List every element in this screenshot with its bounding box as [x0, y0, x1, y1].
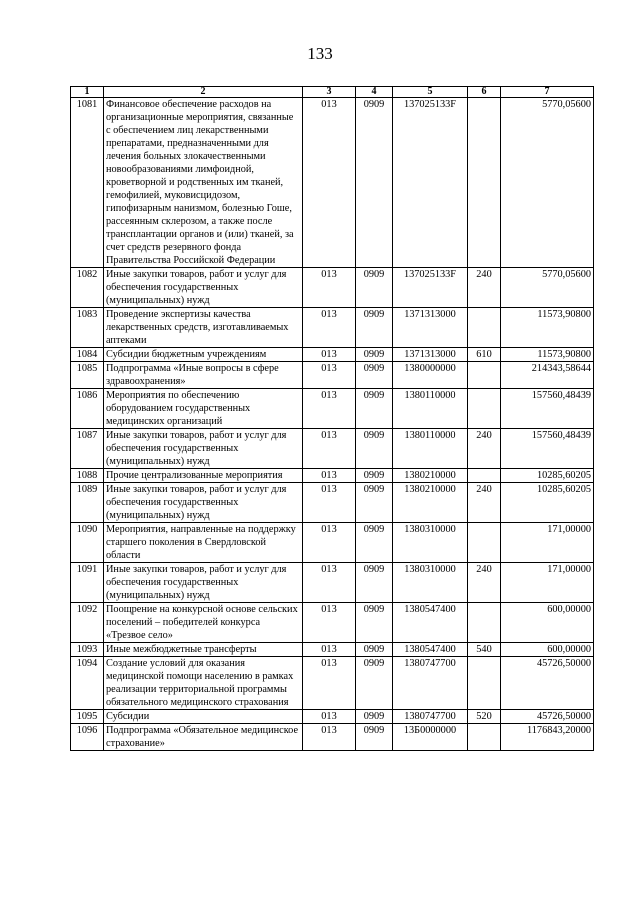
row-number: 1088 [71, 469, 104, 483]
row-name: Финансовое обеспечение расходов на организационные мероприятия, связанные с обеспечением лиц лекарственными препаратами, предназначенными для лечения больных злокачественными новообразованиями лимфоидной, кроветворной и родственных им тканей, гемофилией, муковисцидозом, гипофизарным нанизмом, болезнью Гоше, рассеянным склерозом, а также после трансплантации органов и (или) тканей, за счет средств резервного фонда Правительства Российской Федерации [104, 98, 303, 268]
section-code: 0909 [356, 563, 393, 603]
ministry-code: 013 [303, 643, 356, 657]
row-amount: 11573,90800 [501, 308, 594, 348]
expense-type-code [468, 389, 501, 429]
section-code: 0909 [356, 389, 393, 429]
ministry-code: 013 [303, 429, 356, 469]
table-header-row [71, 87, 594, 98]
expense-type-code [468, 724, 501, 751]
section-code: 0909 [356, 657, 393, 710]
row-amount: 600,00000 [501, 603, 594, 643]
row-amount: 5770,05600 [501, 98, 594, 268]
row-name: Создание условий для оказания медицинской помощи населению в рамках реализации территориальной программы обязательного медицинского страхования [104, 657, 303, 710]
row-amount: 10285,60205 [501, 469, 594, 483]
header-col-5: 5 [393, 87, 468, 98]
row-amount: 5770,05600 [501, 268, 594, 308]
article-code: 1380310000 [393, 523, 468, 563]
ministry-code: 013 [303, 362, 356, 389]
row-name: Подпрограмма «Иные вопросы в сфере здравоохранения» [104, 362, 303, 389]
row-name: Иные закупки товаров, работ и услуг для обеспечения государственных (муниципальных) нужд [104, 563, 303, 603]
table-body [71, 98, 594, 751]
expense-type-code [468, 308, 501, 348]
table-row [71, 643, 594, 657]
ministry-code: 013 [303, 389, 356, 429]
row-number: 1081 [71, 98, 104, 268]
section-code: 0909 [356, 603, 393, 643]
row-name: Иные закупки товаров, работ и услуг для обеспечения государственных (муниципальных) нужд [104, 429, 303, 469]
ministry-code: 013 [303, 469, 356, 483]
expense-type-code: 240 [468, 268, 501, 308]
header-col-2: 2 [104, 87, 303, 98]
table-row [71, 657, 594, 710]
row-name: Субсидии [104, 710, 303, 724]
expense-type-code [468, 362, 501, 389]
expense-type-code: 540 [468, 643, 501, 657]
section-code: 0909 [356, 308, 393, 348]
row-amount: 157560,48439 [501, 389, 594, 429]
expense-type-code [468, 469, 501, 483]
row-amount: 1176843,20000 [501, 724, 594, 751]
article-code: 137025133F [393, 268, 468, 308]
row-name: Проведение экспертизы качества лекарственных средств, изготавливаемых аптеками [104, 308, 303, 348]
ministry-code: 013 [303, 348, 356, 362]
section-code: 0909 [356, 710, 393, 724]
table-row [71, 348, 594, 362]
section-code: 0909 [356, 523, 393, 563]
ministry-code: 013 [303, 603, 356, 643]
row-number: 1096 [71, 724, 104, 751]
article-code: 1380210000 [393, 469, 468, 483]
row-name: Мероприятия, направленные на поддержку старшего поколения в Свердловской области [104, 523, 303, 563]
table-row [71, 724, 594, 751]
expense-type-code: 240 [468, 563, 501, 603]
header-col-7: 7 [501, 87, 594, 98]
expense-type-code: 520 [468, 710, 501, 724]
ministry-code: 013 [303, 657, 356, 710]
article-code: 1380110000 [393, 389, 468, 429]
section-code: 0909 [356, 98, 393, 268]
section-code: 0909 [356, 268, 393, 308]
row-number: 1094 [71, 657, 104, 710]
section-code: 0909 [356, 724, 393, 751]
row-number: 1084 [71, 348, 104, 362]
section-code: 0909 [356, 429, 393, 469]
row-number: 1095 [71, 710, 104, 724]
row-amount: 214343,58644 [501, 362, 594, 389]
row-number: 1083 [71, 308, 104, 348]
row-number: 1091 [71, 563, 104, 603]
row-number: 1087 [71, 429, 104, 469]
expense-type-code: 240 [468, 429, 501, 469]
section-code: 0909 [356, 469, 393, 483]
row-number: 1089 [71, 483, 104, 523]
article-code: 1380110000 [393, 429, 468, 469]
row-number: 1090 [71, 523, 104, 563]
page-number: 133 [307, 44, 333, 63]
ministry-code: 013 [303, 483, 356, 523]
article-code: 137025133F [393, 98, 468, 268]
budget-table [70, 86, 594, 751]
table-row [71, 710, 594, 724]
article-code: 1380000000 [393, 362, 468, 389]
row-amount: 11573,90800 [501, 348, 594, 362]
row-number: 1086 [71, 389, 104, 429]
row-name: Прочие централизованные мероприятия [104, 469, 303, 483]
row-name: Иные межбюджетные трансферты [104, 643, 303, 657]
article-code: 13Б0000000 [393, 724, 468, 751]
table-row [71, 563, 594, 603]
table-row [71, 362, 594, 389]
row-amount: 45726,50000 [501, 710, 594, 724]
row-name: Субсидии бюджетным учреждениям [104, 348, 303, 362]
article-code: 1380747700 [393, 710, 468, 724]
row-amount: 171,00000 [501, 563, 594, 603]
article-code: 1371313000 [393, 308, 468, 348]
ministry-code: 013 [303, 268, 356, 308]
header-col-4: 4 [356, 87, 393, 98]
row-amount: 10285,60205 [501, 483, 594, 523]
ministry-code: 013 [303, 724, 356, 751]
row-amount: 600,00000 [501, 643, 594, 657]
row-amount: 45726,50000 [501, 657, 594, 710]
row-name: Иные закупки товаров, работ и услуг для обеспечения государственных (муниципальных) нужд [104, 268, 303, 308]
expense-type-code [468, 98, 501, 268]
section-code: 0909 [356, 348, 393, 362]
row-name: Иные закупки товаров, работ и услуг для обеспечения государственных (муниципальных) нужд [104, 483, 303, 523]
article-code: 1380310000 [393, 563, 468, 603]
article-code: 1371313000 [393, 348, 468, 362]
table-row [71, 469, 594, 483]
ministry-code: 013 [303, 98, 356, 268]
table-row [71, 483, 594, 523]
table-row [71, 429, 594, 469]
row-name: Мероприятия по обеспечению оборудованием государственных медицинских организаций [104, 389, 303, 429]
section-code: 0909 [356, 643, 393, 657]
row-amount: 171,00000 [501, 523, 594, 563]
row-name: Подпрограмма «Обязательное медицинское страхование» [104, 724, 303, 751]
row-number: 1093 [71, 643, 104, 657]
header-col-1: 1 [71, 87, 104, 98]
table-row [71, 603, 594, 643]
table-row [71, 98, 594, 268]
section-code: 0909 [356, 362, 393, 389]
row-name: Поощрение на конкурсной основе сельских поселений – победителей конкурса «Трезвое село» [104, 603, 303, 643]
row-number: 1092 [71, 603, 104, 643]
article-code: 1380547400 [393, 603, 468, 643]
table-row [71, 268, 594, 308]
expense-type-code: 240 [468, 483, 501, 523]
article-code: 1380547400 [393, 643, 468, 657]
article-code: 1380747700 [393, 657, 468, 710]
ministry-code: 013 [303, 710, 356, 724]
ministry-code: 013 [303, 523, 356, 563]
ministry-code: 013 [303, 563, 356, 603]
table-row [71, 389, 594, 429]
expense-type-code: 610 [468, 348, 501, 362]
article-code: 1380210000 [393, 483, 468, 523]
expense-type-code [468, 603, 501, 643]
header-col-3: 3 [303, 87, 356, 98]
table-row [71, 308, 594, 348]
table-row [71, 523, 594, 563]
expense-type-code [468, 657, 501, 710]
header-col-6: 6 [468, 87, 501, 98]
row-number: 1085 [71, 362, 104, 389]
ministry-code: 013 [303, 308, 356, 348]
row-amount: 157560,48439 [501, 429, 594, 469]
expense-type-code [468, 523, 501, 563]
section-code: 0909 [356, 483, 393, 523]
row-number: 1082 [71, 268, 104, 308]
